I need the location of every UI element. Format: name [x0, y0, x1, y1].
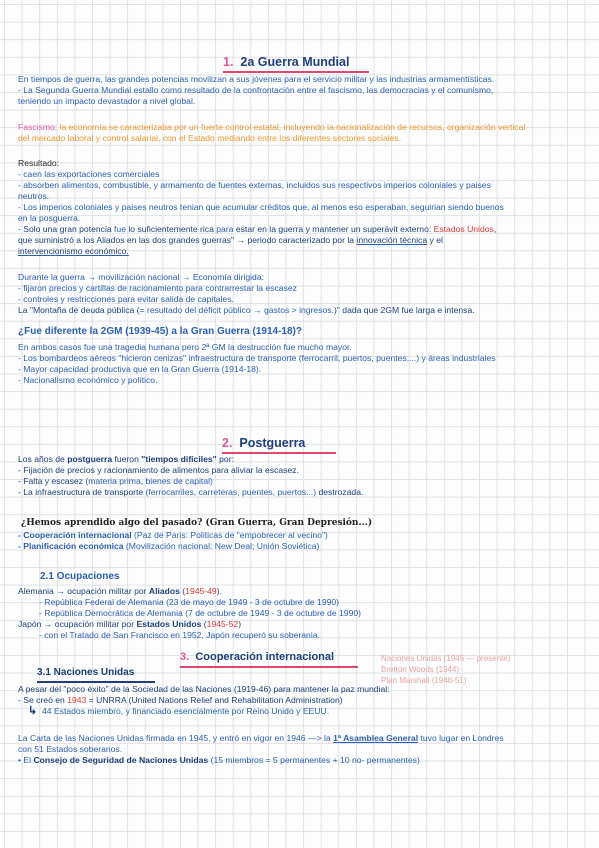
return-arrow-icon: ↳	[28, 705, 38, 717]
resultado-item-2b: neutros.	[18, 191, 50, 201]
nu-line-5: con 51 Estados soberanos.	[18, 744, 123, 754]
heading-underline	[222, 452, 336, 454]
side-note-bretton-woods: Bretton Woods (1944)	[381, 665, 460, 674]
durante-line-3: - controles y restricciones para evitar salida de capitales.	[18, 294, 234, 304]
postguerra-line-3: - Falta y escasez (materia prima, bienes de capital)	[18, 476, 213, 486]
planificacion-line: - Planificación económica (Movilización nacional: New Deal; Unión Soviética)	[18, 541, 320, 551]
japon-tratado-line: - con el Tratado de San Francisco en 1952, Japón recuperó su soberania.	[39, 630, 320, 640]
resultado-item-2: - absorben alimentos, combustible, y armamento de fuentes externas, incluidos sus respectivos imperios coloniales y paises	[18, 180, 491, 190]
postguerra-line-4: - La infraestructura de transporte (ferrocarriles, carreteras, puentes, puertos...) destrozada.	[18, 487, 364, 497]
section-1-heading: 1. 2a Guerra Mundial	[223, 55, 350, 69]
resultado-item-4: - Solo una gran potencia fue lo suficientemente rica para estar en la guerra y mantener un superávit externo: Estados Unidos,	[18, 224, 497, 234]
section-2-heading: 2. Postguerra	[222, 436, 306, 450]
intro-line-1: En tiempos de guerra, las grandes potencias movilizan a sus jóvenes para el servicio militar y las industrias armamentísticas.	[18, 74, 495, 84]
heading-underline	[37, 681, 155, 683]
fascismo-line-1: Fascismo: la economía se caracterizaba por un fuerte control estatal, incluyendo la nacionalización de recursos, organización vertical	[18, 122, 526, 132]
question-line-4: - Nacionalismo económico y político.	[18, 375, 158, 385]
section-3-heading: 3. Cooperación internacional	[180, 651, 335, 663]
rfa-line: - República Federal de Alemania (23 de mayo de 1949 - 3 de octubre de 1990)	[39, 597, 340, 607]
question-heading: ¿Fue diferente la 2GM (1939-45) a la Gran Guerra (1914-18)?	[18, 326, 302, 337]
question-line-2: - Los bombardeos aéreos "hicieron cenizas" infraestructura de transporte (ferrocarril, puertos, puentes,...) y áreas industriales	[18, 353, 496, 363]
hemos-aprendido-heading: ¿Hemos aprendido algo del pasado? (Gran Guerra, Gran Depresión...)	[21, 518, 373, 528]
rda-line: - República Democrática de Alemania (7 de octubre de 1949 - 3 de octubre de 1990)	[39, 608, 361, 618]
nu-line-1: A pesar del "poco éxito" de la Sociedad de las Naciones (1919-46) para mantener la paz mundial:	[18, 684, 390, 694]
resultado-item-4b: que suministró a los Aliados en las dos grandes guerras" → periodo caracterizado por la innovación técnica y el	[18, 235, 443, 245]
question-line-1: En ambos casos fue una tragedia humana pero 2ª GM la destrucción fue mucho mayor.	[18, 342, 352, 352]
durante-line-4: La "Montaña de deuda pública (= resultado del déficit público → gastos > ingresos.)" dada que 2GM fue larga e intensa.	[18, 305, 475, 315]
naciones-unidas-heading: 3.1 Naciones Unidas	[37, 667, 135, 678]
resultado-item-4c: intervencionismo económico.	[18, 246, 129, 256]
intro-line-2: - La Segunda Guerra Mundial estallo como resultado de la confrontación entre el fascismo, las democracias y el comunismo,	[18, 85, 494, 95]
postguerra-line-2: - Fijación de precios y racionamiento de alimentos para aliviar la escasez.	[18, 465, 299, 475]
nu-line-3: ↳ 44 Estados miembro, y financiado esencialmente por Reino Unido y EEUU.	[28, 705, 330, 717]
nu-line-4: La Carta de las Naciones Unidas firmada en 1945, y entró en vigor en 1946 —> la 1ª Asamblea General tuvo lugar en Londres	[18, 733, 504, 743]
heading-underline	[180, 666, 358, 668]
durante-line-1: Durante la guerra → movilización nacional → Economía dirigida:	[18, 272, 264, 282]
alemania-line: Alemania → ocupación militar por Aliados (1945-49).	[18, 586, 222, 596]
heading-underline	[223, 71, 369, 73]
resultado-label: Resultado:	[18, 158, 60, 168]
side-note-plan-marshall: Plan Marshall (1948-51)	[381, 676, 467, 685]
postguerra-line-1: Los años de postguerra fueron "tiempos difíciles" por:	[18, 454, 234, 464]
cooperacion-line: - Cooperación internacional (Paz de Paris: Politicas de "empobrecer al vecino")	[18, 530, 328, 540]
ocupaciones-heading: 2.1 Ocupaciones	[40, 571, 120, 582]
side-note-naciones-unidas: Naciones Unidas (1945 — presente)	[381, 654, 511, 663]
question-line-3: - Mayor capacidad productiva que en la Gran Guerra (1914-18).	[18, 364, 262, 374]
nu-line-6: • El Consejo de Seguridad de Naciones Unidas (15 miembros = 5 permanentes + 10 no- permanentes)	[18, 755, 420, 765]
fascismo-line-2: del mercado laboral y control salarial, con el Estado mediando entre los diferentes sectores sociales.	[18, 133, 402, 143]
intro-line-3: teniendo un impacto devastador a nivel global.	[18, 96, 196, 106]
durante-line-2: - fijaron precios y cartillas de racionamiento para contrarrestar la escasez	[18, 283, 297, 293]
resultado-item-3: - Los imperios coloniales y paises neutros tenian que acumular créditos que, al menos eso esperaban, seguirian siendo buenos	[18, 202, 504, 212]
japon-line: Japón → ocupación militar por Estados Unidos (1945-52)	[18, 619, 242, 629]
nu-line-2: - Se creó en 1943 = UNRRA (United Nations Relief and Rehabilitation Administration)	[18, 695, 343, 705]
resultado-item-1: - caen las exportaciones comerciales	[18, 169, 160, 179]
resultado-item-3b: en la posguerra.	[18, 213, 81, 223]
